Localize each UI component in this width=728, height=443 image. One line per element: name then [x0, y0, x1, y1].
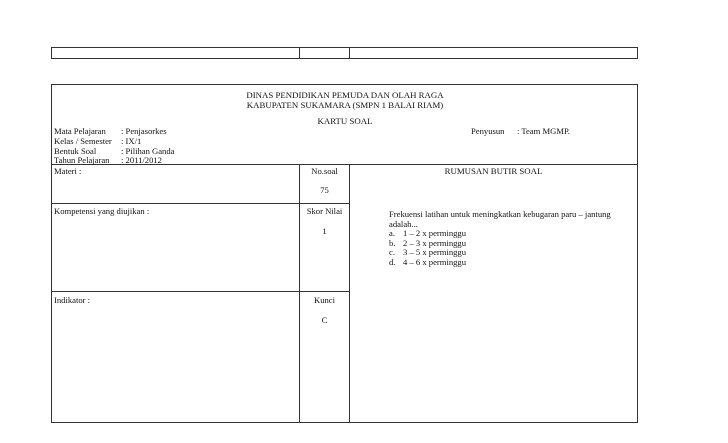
kelas-label: Kelas / Semester	[54, 136, 112, 146]
option-text: 4 – 6 x perminggu	[403, 257, 467, 267]
header-agency: DINAS PENDIDIKAN PEMUDA DAN OLAH RAGA	[246, 90, 444, 100]
header-school: KABUPATEN SUKAMARA (SMPN 1 BALAI RIAM)	[246, 100, 444, 110]
option-text: 3 – 5 x perminggu	[403, 247, 467, 257]
penyusun-value: : Team MGMP.	[517, 126, 570, 136]
option-text: 1 – 2 x perminggu	[403, 228, 467, 238]
question-stem-line-2: adalah...	[389, 219, 418, 229]
tahun-value: : 2011/2012	[121, 155, 162, 165]
mapel-label: Mata Pelajaran	[54, 126, 106, 136]
option-text: 2 – 3 x perminggu	[403, 238, 467, 248]
kompetensi-label: Kompetensi yang diujikan :	[54, 206, 150, 216]
tahun-label: Tahun Pelajaran	[54, 155, 110, 165]
card-title: KARTU SOAL	[317, 116, 373, 126]
option-letter: a.	[389, 228, 395, 238]
option-letter: c.	[389, 247, 395, 257]
nosoal-label: No.soal	[311, 166, 338, 176]
kelas-value: : IX/1	[121, 136, 142, 146]
rumusan-label: RUMUSAN BUTIR SOAL	[444, 166, 543, 176]
bentuk-label: Bentuk Soal	[54, 146, 97, 156]
bentuk-value: : Pilihan Ganda	[121, 146, 175, 156]
indikator-label: Indikator :	[54, 295, 91, 305]
option-letter: d.	[389, 257, 396, 267]
mapel-value: : Penjasorkes	[121, 126, 167, 136]
skor-value: 1	[322, 226, 327, 236]
kunci-label: Kunci	[313, 295, 335, 305]
kunci-value: C	[321, 315, 328, 325]
question-stem-line-1: Frekuensi latihan untuk meningkatkan kebugaran paru – jantung	[389, 209, 611, 219]
penyusun-label: Penyusun	[471, 126, 505, 136]
option-letter: b.	[389, 238, 396, 248]
nosoal-value: 75	[320, 185, 329, 195]
skor-label: Skor Nilai	[306, 206, 343, 216]
materi-label: Materi :	[54, 166, 82, 176]
